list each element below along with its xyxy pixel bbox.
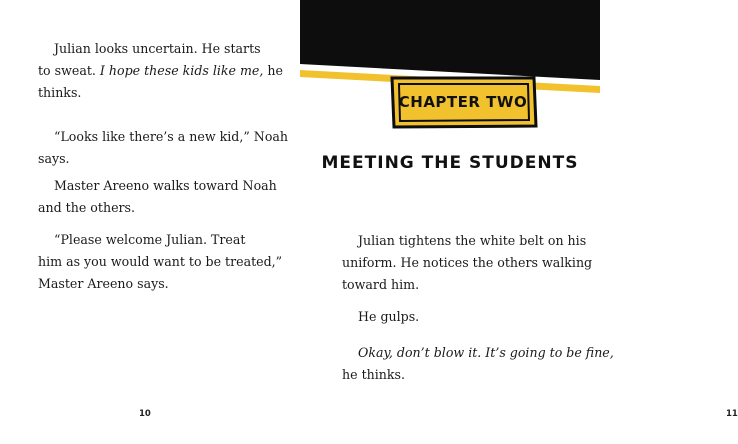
page-number: 10 [139, 409, 151, 419]
chapter-label: CHAPTER TWO [398, 93, 528, 111]
text-line [342, 306, 419, 328]
text-run: to sweat. [38, 63, 100, 78]
paragraph [342, 230, 592, 296]
text-run: and the others. [38, 200, 136, 215]
text-run: He gulps. [358, 309, 420, 324]
text-run: Master Areeno says. [38, 276, 169, 291]
text-line [38, 197, 277, 219]
text-run: says. [38, 151, 70, 166]
paragraph [342, 342, 614, 386]
text-line [342, 364, 614, 386]
paragraph [38, 175, 277, 219]
paragraph [38, 229, 282, 295]
text-run: thinks. [38, 85, 82, 100]
chapter-title: MEETING THE STUDENTS [321, 153, 579, 173]
text-line [38, 60, 283, 82]
text-run: Master Areeno walks toward Noah [54, 178, 277, 193]
text-line [38, 148, 288, 170]
header-black-block [300, 0, 600, 80]
text-line [342, 252, 592, 274]
left-page [0, 0, 300, 444]
text-line [38, 175, 277, 197]
text-line [342, 274, 592, 296]
text-run: Julian tightens the white belt on his [358, 233, 587, 248]
text-line [38, 273, 282, 295]
text-run: he [263, 63, 283, 78]
text-line [38, 251, 282, 273]
text-run: “Please welcome Julian. Treat [54, 232, 246, 247]
text-run: uniform. He notices the others walking [342, 255, 593, 270]
paragraph [38, 126, 288, 170]
text-line [38, 82, 283, 104]
text-run: he thinks. [342, 367, 405, 382]
text-line [342, 230, 592, 252]
text-line [38, 126, 288, 148]
paragraph [38, 38, 283, 104]
text-line [342, 342, 614, 364]
text-run: toward him. [342, 277, 420, 292]
italic-text: Okay, don’t blow it. It’s going to be fine, [358, 345, 614, 360]
text-line [38, 38, 283, 60]
text-run: “Looks like there’s a new kid,” Noah [54, 129, 289, 144]
page-number: 11 [726, 409, 738, 419]
text-run: him as you would want to be treated,” [38, 254, 283, 269]
italic-text: I hope these kids like me, [99, 63, 264, 78]
right-page [300, 0, 738, 444]
paragraph [342, 306, 419, 328]
text-line [38, 229, 282, 251]
text-run: Julian looks uncertain. He starts [54, 41, 261, 56]
